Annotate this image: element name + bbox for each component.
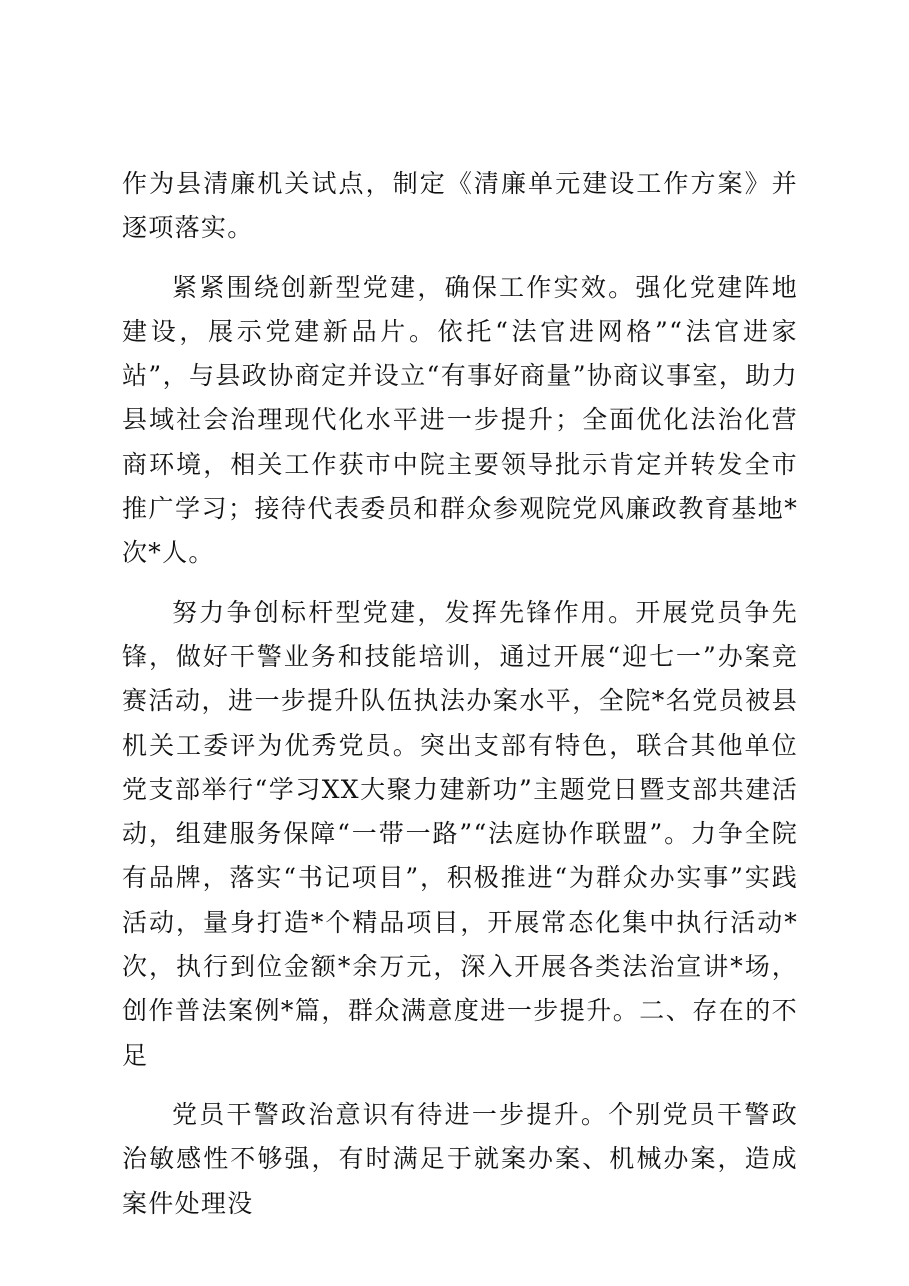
paragraph-continuation: 作为县清廉机关试点，制定《清廉单元建设工作方案》并逐项落实。: [122, 169, 798, 243]
paragraph-innovative-party-building: 紧紧围绕创新型党建，确保工作实效。强化党建阵地建设，展示党建新品片。依托“法官进网格”“法官进家站”，与县政协商定并设立“有事好商量”协商议事室，助力县域社会治理现代化水平进一步提升；全面优化法治化营商环境，相关工作获市中院主要领导批示肯定并转发全市推广学习；接待代表委员和群众参观院党风廉政教育基地*次*人。: [122, 272, 798, 568]
paragraph-political-awareness: 党员干警政治意识有待进一步提升。个别党员干警政治敏感性不够强，有时满足于就案办案、机械办案，造成案件处理没: [122, 1099, 798, 1218]
paragraph-benchmark-party-building: 努力争创标杆型党建，发挥先锋作用。开展党员争先锋，做好干警业务和技能培训，通过开展“迎七一”办案竞赛活动，进一步提升队伍执法办案水平，全院*名党员被县机关工委评为优秀党员。突出支部有特色，联合其他单位党支部举行“学习XX大聚力建新功”主题党日暨支部共建活动，组建服务保障“一带一路”“法庭协作联盟”。力争全院有品牌，落实“书记项目”，积极推进“为群众办实事”实践活动，量身打造*个精品项目，开展常态化集中执行活动*次，执行到位金额*余万元，深入开展各类法治宣讲*场，创作普法案例*篇，群众满意度进一步提升。二、存在的不足: [122, 597, 798, 1070]
document-body: [122, 162, 798, 1226]
